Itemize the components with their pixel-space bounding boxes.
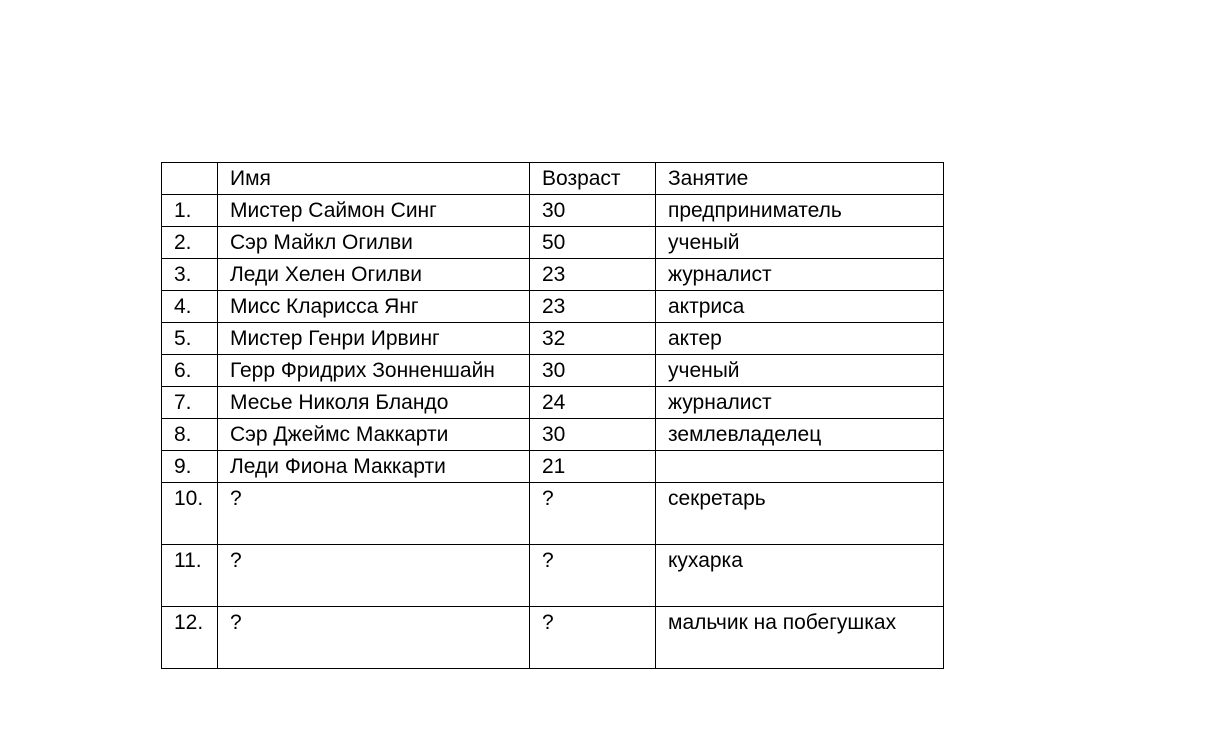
row-number-cell	[162, 607, 218, 669]
character-table	[161, 162, 944, 669]
row-number: 5.	[162, 323, 218, 355]
table-row	[162, 323, 944, 355]
row-age: 50	[530, 227, 656, 259]
row-name: Сэр Джеймс Маккарти	[218, 419, 530, 451]
table-row	[162, 387, 944, 419]
table-row	[162, 291, 944, 323]
row-age: 21	[530, 451, 656, 483]
row-occupation: кухарка	[656, 545, 944, 607]
row-age: ?	[530, 607, 656, 669]
row-occupation: мальчик на побегушках	[656, 607, 944, 669]
row-occupation: землевладелец	[656, 419, 944, 451]
row-name: Леди Фиона Маккарти	[218, 451, 530, 483]
row-name: Сэр Майкл Огилви	[218, 227, 530, 259]
table-header-row	[162, 163, 944, 195]
row-name: ?	[218, 607, 530, 669]
row-name: Мистер Саймон Синг	[218, 195, 530, 227]
row-age: ?	[530, 483, 656, 545]
row-name: Герр Фридрих Зонненшайн	[218, 355, 530, 387]
table-row	[162, 419, 944, 451]
table-row	[162, 195, 944, 227]
row-name: ?	[218, 483, 530, 545]
row-number-cell	[162, 483, 218, 545]
row-number: 10.	[174, 487, 204, 510]
row-age: 32	[530, 323, 656, 355]
row-occupation: ученый	[656, 355, 944, 387]
row-age: 24	[530, 387, 656, 419]
row-number: 4.	[162, 291, 218, 323]
row-age: 23	[530, 291, 656, 323]
row-name: Мисс Кларисса Янг	[218, 291, 530, 323]
table-row	[162, 227, 944, 259]
row-number: 2.	[162, 227, 218, 259]
row-occupation: актер	[656, 323, 944, 355]
row-name: Леди Хелен Огилви	[218, 259, 530, 291]
table-row	[162, 483, 944, 545]
table-row	[162, 259, 944, 291]
table-row	[162, 607, 944, 669]
row-age: 30	[530, 419, 656, 451]
row-number: 11.	[174, 549, 202, 572]
header-occupation: Занятие	[656, 163, 944, 195]
table-row	[162, 545, 944, 607]
header-number	[162, 163, 218, 195]
row-number: 6.	[162, 355, 218, 387]
row-number: 9.	[162, 451, 218, 483]
row-number: 3.	[162, 259, 218, 291]
row-occupation: секретарь	[656, 483, 944, 545]
row-number: 12.	[174, 611, 204, 634]
row-number: 7.	[162, 387, 218, 419]
row-name: Мистер Генри Ирвинг	[218, 323, 530, 355]
row-age: 30	[530, 195, 656, 227]
row-number: 1.	[162, 195, 218, 227]
row-name: ?	[218, 545, 530, 607]
header-name: Имя	[218, 163, 530, 195]
row-occupation: актриса	[656, 291, 944, 323]
row-age: 30	[530, 355, 656, 387]
header-age: Возраст	[530, 163, 656, 195]
row-number-cell	[162, 545, 218, 607]
row-name: Месье Николя Бландо	[218, 387, 530, 419]
row-number: 8.	[162, 419, 218, 451]
row-occupation: ученый	[656, 227, 944, 259]
table-row	[162, 355, 944, 387]
row-occupation: журналист	[656, 387, 944, 419]
row-age: ?	[530, 545, 656, 607]
row-occupation: журналист	[656, 259, 944, 291]
row-occupation	[656, 451, 944, 483]
table-row	[162, 451, 944, 483]
row-age: 23	[530, 259, 656, 291]
row-occupation: предприниматель	[656, 195, 944, 227]
